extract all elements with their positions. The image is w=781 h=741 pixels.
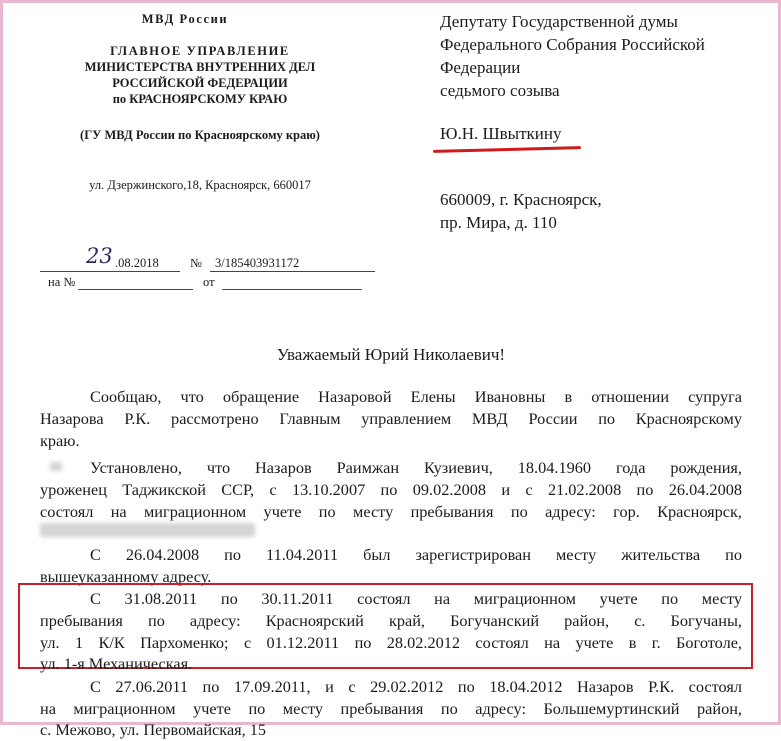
recipient-line-4: седьмого созыва	[440, 81, 560, 100]
ministry-name: МВД России	[141, 12, 229, 26]
body-line-2: Назарова Р.К. рассмотрено Главным управлением МВД России по Красноярскому	[40, 409, 742, 428]
recipient-address-line-2: пр. Мира, д. 110	[440, 213, 557, 232]
number-sign: №	[190, 256, 202, 270]
body-line-15: с. Межово, ул. Первомайская, 15	[40, 720, 267, 739]
dept-short-name: (ГУ МВД России по Красноярскому краю)	[80, 128, 320, 142]
body-line-11: ул. 1 К/К Пархоменко; с 01.12.2011 по 28.02.2012 состоял на учете в г. Боготоле,	[40, 633, 742, 652]
body-line-7: С 26.04.2008 по 11.04.2011 был зарегистрирован месту жительства по	[90, 545, 742, 564]
on-number-underline	[78, 289, 193, 290]
recipient-name: Ю.Н. Швыткину	[440, 124, 562, 143]
number-underline	[210, 271, 375, 272]
recipient-line-2: Федерального Собрания Российской	[440, 35, 705, 54]
dept-line-1: ГЛАВНОЕ УПРАВЛЕНИЕ	[110, 44, 290, 58]
date-day-handwritten: 23	[86, 244, 113, 268]
dept-line-3: РОССИЙСКОЙ ФЕДЕРАЦИИ	[112, 76, 288, 90]
body-line-3: краю.	[40, 431, 80, 450]
dept-line-2: МИНИСТЕРСТВА ВНУТРЕННИХ ДЕЛ	[84, 60, 316, 74]
body-line-6: состоял на миграционном учете по месту пребывания по адресу: гор. Красноярск,	[40, 502, 742, 521]
from-label: от	[203, 275, 215, 289]
recipient-address-line-1: 660009, г. Красноярск,	[440, 190, 602, 209]
body-line-4: Установлено, что Назаров Раимжан Кузиевич, 18.04.1960 года рождения,	[90, 458, 742, 477]
body-line-8: вышеуказанному адресу.	[40, 567, 212, 586]
body-line-12: ул. 1-я Механическая.	[40, 654, 193, 673]
dept-line-4: по КРАСНОЯРСКОМУ КРАЮ	[112, 92, 288, 106]
date-underline	[40, 271, 180, 272]
body-line-14: на миграционном учете по месту пребывания по адресу: Большемуртинский район,	[40, 699, 742, 718]
redacted-address	[40, 523, 255, 537]
body-line-5: уроженец Таджикской ССР, с 13.10.2007 по 09.02.2008 и с 21.02.2008 по 26.04.2008	[40, 480, 742, 499]
recipient-line-3: Федерации	[440, 58, 521, 77]
recipient-name-red-underline	[433, 146, 581, 153]
body-line-10: пребывания по адресу: Красноярский край, Богучанский район, с. Богучаны,	[40, 611, 742, 630]
on-number-label: на №	[48, 275, 76, 289]
body-line-9: С 31.08.2011 по 30.11.2011 состоял на миграционном учете по месту	[90, 589, 742, 608]
salutation: Уважаемый Юрий Николаевич!	[276, 345, 506, 364]
body-line-13: С 27.06.2011 по 17.09.2011, и с 29.02.2012 по 18.04.2012 Назаров Р.К. состоял	[90, 677, 742, 696]
from-underline	[222, 289, 362, 290]
outgoing-number: 3/185403931172	[215, 256, 300, 270]
date-rest: .08.2018	[115, 256, 159, 270]
body-line-1: Сообщаю, что обращение Назаровой Елены Ивановны в отношении супруга	[90, 387, 742, 406]
recipient-line-1: Депутату Государственной думы	[440, 12, 678, 31]
sender-address: ул. Дзержинского,18, Красноярск, 660017	[89, 178, 311, 192]
